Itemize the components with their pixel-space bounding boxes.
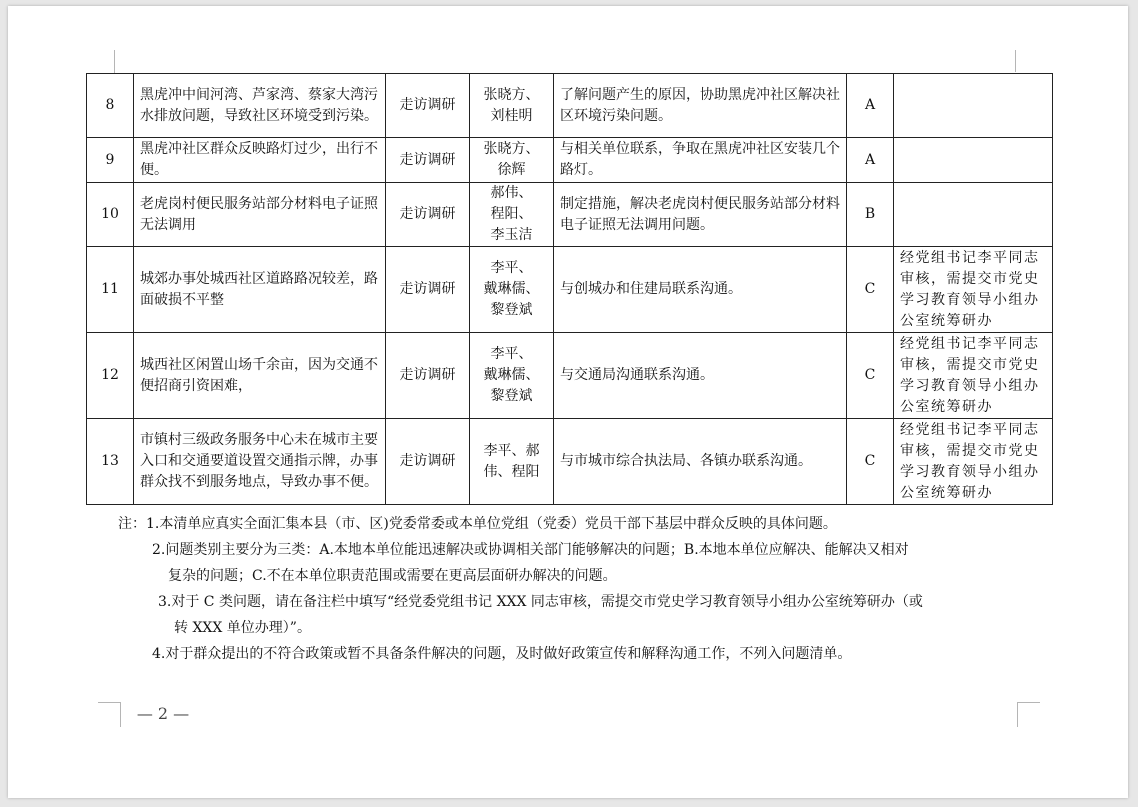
collection-method: 走访调研 [386, 247, 470, 333]
table-notes [118, 511, 1038, 667]
issue-category: A [847, 138, 894, 183]
issue-category: C [847, 247, 894, 333]
remark: 经党组书记李平同志审核，需提交市党史学习教育领导小组办公室统筹研办 [894, 419, 1053, 505]
issue-description: 老虎岗村便民服务站部分材料电子证照无法调用 [134, 183, 386, 247]
collection-method: 走访调研 [386, 419, 470, 505]
table-row [87, 247, 1053, 333]
crop-mark-top-right [1015, 50, 1016, 72]
note-2: 2.问题类别主要分为三类：A.本地本单位能迅速解决或协调相关部门能够解决的问题；B.本地本单位应解决、能解决又相对 复杂的问题；C.不在本单位职责范围或需要在更高层面研办解决的问题。 [152, 542, 909, 584]
collection-method: 走访调研 [386, 74, 470, 138]
issue-list-table [86, 73, 1053, 505]
issue-description: 市镇村三级政务服务中心未在城市主要入口和交通要道设置交通指示牌，办事群众找不到服务地点，导致办事不便。 [134, 419, 386, 505]
table-row [87, 419, 1053, 505]
resolution-measure: 与创城办和住建局联系沟通。 [554, 247, 847, 333]
remark [894, 138, 1053, 183]
remark [894, 74, 1053, 138]
row-number: 10 [87, 183, 134, 247]
issue-description: 城西社区闲置山场千余亩，因为交通不便招商引资困难， [134, 333, 386, 419]
row-number: 12 [87, 333, 134, 419]
responsible-persons: 张晓方、 徐辉 [470, 138, 554, 183]
note-4: 4.对于群众提出的不符合政策或暂不具备条件解决的问题，及时做好政策宣传和解释沟通工作，不列入问题清单。 [152, 646, 852, 662]
responsible-persons: 李平、 戴琳儒、 黎登斌 [470, 247, 554, 333]
resolution-measure: 与相关单位联系，争取在黑虎冲社区安装几个路灯。 [554, 138, 847, 183]
collection-method: 走访调研 [386, 138, 470, 183]
collection-method: 走访调研 [386, 183, 470, 247]
remark: 经党组书记李平同志审核，需提交市党史学习教育领导小组办公室统筹研办 [894, 247, 1053, 333]
table-row [87, 183, 1053, 247]
row-number: 8 [87, 74, 134, 138]
resolution-measure: 了解问题产生的原因，协助黑虎冲社区解决社区环境污染问题。 [554, 74, 847, 138]
responsible-persons: 张晓方、 刘桂明 [470, 74, 554, 138]
remark: 经党组书记李平同志审核，需提交市党史学习教育领导小组办公室统筹研办 [894, 333, 1053, 419]
issue-category: C [847, 419, 894, 505]
row-number: 13 [87, 419, 134, 505]
note-3: 3.对于 C 类问题，请在备注栏中填写“经党委党组书记 XXX 同志审核，需提交市党史学习教育领导小组办公室统筹研办（或 转 XXX 单位办理）”。 [158, 594, 923, 636]
table-row [87, 138, 1053, 183]
crop-mark-bottom-right [1017, 702, 1040, 727]
table-row [87, 333, 1053, 419]
issue-description: 黑虎冲中间河湾、芦家湾、蔡家大湾污水排放问题，导致社区环境受到污染。 [134, 74, 386, 138]
resolution-measure: 制定措施，解决老虎岗村便民服务站部分材料电子证照无法调用问题。 [554, 183, 847, 247]
responsible-persons: 李平、郝 伟、程阳 [470, 419, 554, 505]
note-1: 注：1.本清单应真实全面汇集本县（市、区)党委常委或本单位党组（党委）党员干部下基层中群众反映的具体问题。 [118, 516, 837, 532]
issue-category: C [847, 333, 894, 419]
crop-mark-bottom-left [98, 702, 121, 727]
page-number: — 2 — [136, 704, 190, 723]
issue-description: 黑虎冲社区群众反映路灯过少，出行不便。 [134, 138, 386, 183]
resolution-measure: 与市城市综合执法局、各镇办联系沟通。 [554, 419, 847, 505]
table-row [87, 74, 1053, 138]
responsible-persons: 郝伟、 程阳、 李玉洁 [470, 183, 554, 247]
responsible-persons: 李平、 戴琳儒、 黎登斌 [470, 333, 554, 419]
issue-category: B [847, 183, 894, 247]
row-number: 11 [87, 247, 134, 333]
remark [894, 183, 1053, 247]
collection-method: 走访调研 [386, 333, 470, 419]
issue-category: A [847, 74, 894, 138]
row-number: 9 [87, 138, 134, 183]
crop-mark-top-left [114, 50, 115, 73]
issue-description: 城郊办事处城西社区道路路况较差，路面破损不平整 [134, 247, 386, 333]
resolution-measure: 与交通局沟通联系沟通。 [554, 333, 847, 419]
